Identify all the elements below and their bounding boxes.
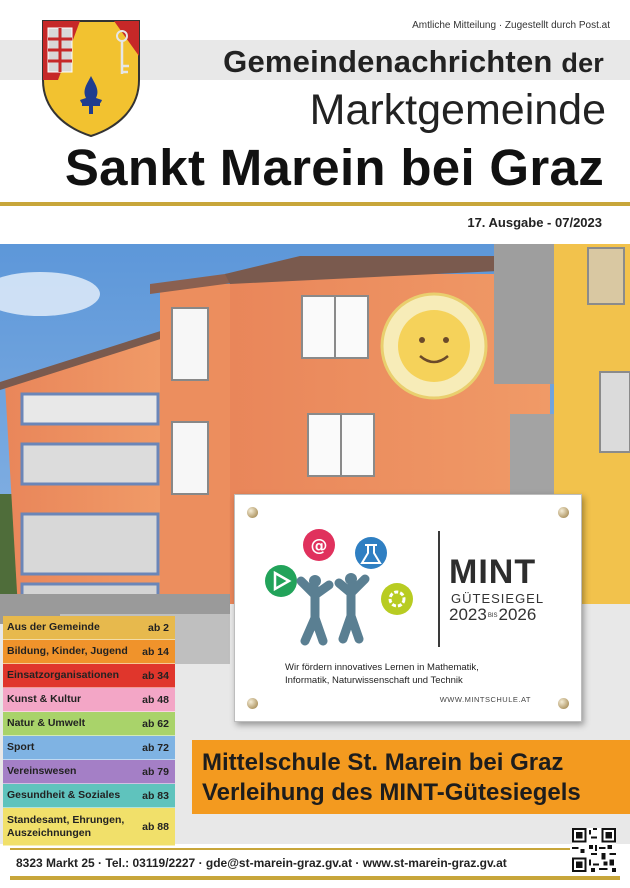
- title-main: Gemeindenachrichten: [223, 44, 553, 79]
- sign-text-line-2: Informatik, Naturwissenschaft und Technik: [285, 675, 463, 686]
- mint-logo-icon: [259, 523, 429, 653]
- toc-item-page: ab 88: [142, 820, 169, 833]
- toc-item-label: Gesundheit & Soziales: [7, 789, 121, 801]
- title-line-1: [223, 44, 604, 80]
- table-of-contents: [3, 616, 175, 846]
- headline-box: [192, 740, 630, 814]
- coat-of-arms-icon: [40, 18, 142, 138]
- headline-line-1: Mittelschule St. Marein bei Graz: [202, 749, 564, 776]
- mint-subtitle: GÜTESIEGEL: [451, 591, 545, 606]
- toc-item: [3, 688, 175, 712]
- sign-divider: [438, 531, 440, 647]
- year-from: 2023: [449, 605, 487, 624]
- issue-number: 17. Ausgabe - 07/2023: [467, 215, 602, 230]
- screw-icon: [558, 698, 569, 709]
- mint-word: MINT: [449, 553, 537, 591]
- toc-item-page: ab 34: [142, 669, 169, 682]
- toc-item-label: Vereinswesen: [7, 765, 77, 777]
- toc-item-label: Bildung, Kinder, Jugend: [7, 645, 128, 657]
- mint-years: [449, 605, 536, 625]
- toc-item: [3, 616, 175, 640]
- sign-text: [285, 661, 479, 687]
- toc-item: [3, 808, 175, 846]
- screw-icon: [247, 698, 258, 709]
- toc-item-label: Aus der Gemeinde: [7, 621, 100, 633]
- toc-item: [3, 640, 175, 664]
- toc-item-label: Natur & Umwelt: [7, 717, 86, 729]
- toc-item-page: ab 2: [147, 621, 169, 634]
- toc-item-page: ab 79: [142, 765, 169, 778]
- year-to: 2026: [498, 605, 537, 624]
- toc-item-page: ab 62: [142, 717, 169, 730]
- toc-item-label: Kunst & Kultur: [7, 693, 82, 705]
- header-divider: [0, 202, 630, 206]
- toc-item: [3, 736, 175, 760]
- qr-code-icon: [572, 828, 616, 872]
- toc-item-page: ab 83: [142, 789, 169, 802]
- toc-item-page: ab 48: [142, 693, 169, 706]
- toc-item-label: Sport: [7, 741, 35, 753]
- toc-item-label: Einsatzorganisationen: [7, 669, 120, 681]
- toc-item: [3, 712, 175, 736]
- footer-divider: [10, 848, 570, 850]
- toc-item: [3, 784, 175, 808]
- title-line-3: Sankt Marein bei Graz: [64, 139, 604, 196]
- official-notice: Amtliche Mitteilung · Zugestellt durch Post.at: [412, 20, 610, 31]
- sign-text-line-1: Wir fördern innovatives Lernen in Mathematik,: [285, 662, 479, 673]
- toc-item-page: ab 14: [142, 645, 169, 658]
- title-line-2: Marktgemeinde: [309, 86, 606, 134]
- screw-icon: [558, 507, 569, 518]
- mint-sign: [234, 494, 582, 722]
- title-small: der: [561, 48, 604, 78]
- toc-item-label: Standesamt, Ehrungen, Auszeichnungen: [7, 813, 125, 839]
- footer-contact: 8323 Markt 25 · Tel.: 03119/2227 · gde@st-marein-graz.gv.at · www.st-marein-graz.gv.at: [16, 856, 507, 870]
- year-bis: BIS: [487, 612, 498, 619]
- toc-item: [3, 664, 175, 688]
- toc-item: [3, 760, 175, 784]
- svg-text:@: @: [310, 536, 328, 556]
- footer-bottom-rule: [10, 876, 620, 880]
- headline-line-2: Verleihung des MINT-Gütesiegels: [202, 779, 581, 806]
- screw-icon: [247, 507, 258, 518]
- toc-item-page: ab 72: [142, 741, 169, 754]
- sign-url: WWW.MINTSCHULE.AT: [439, 695, 531, 704]
